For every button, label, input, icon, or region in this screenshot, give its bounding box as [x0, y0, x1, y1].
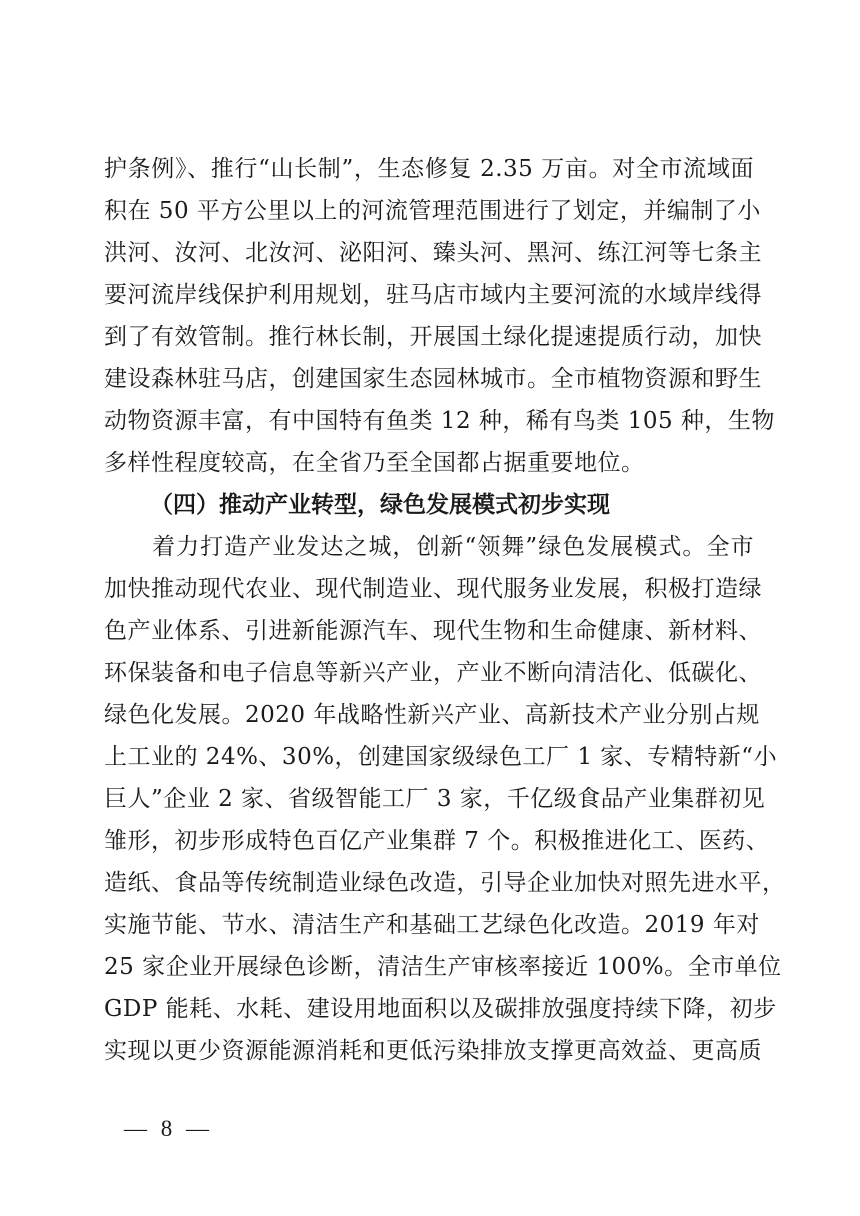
paragraph-line: 上工业的 24%、30%，创建国家级绿色工厂 1 家、专精特新“小 [104, 744, 778, 770]
paragraph-line: 环保装备和电子信息等新兴产业，产业不断向清洁化、低碳化、 [104, 660, 762, 686]
paragraph-line: GDP 能耗、水耗、建设用地面积以及碳排放强度持续下降，初步 [104, 996, 777, 1022]
paragraph-line: 25 家企业开展绿色诊断，清洁生产审核率接近 100%。全市单位 [104, 954, 782, 980]
paragraph-line: 动物资源丰富，有中国特有鱼类 12 种，稀有鸟类 105 种，生物 [104, 408, 775, 434]
document-body [104, 148, 786, 1072]
paragraph-line: 洪河、汝河、北汝河、泌阳河、臻头河、黑河、练江河等七条主 [104, 240, 762, 266]
paragraph-line: 造纸、食品等传统制造业绿色改造，引导企业加快对照先进水平， [104, 870, 786, 896]
paragraph-line: 雏形，初步形成特色百亿产业集群 7 个。积极推进化工、医药、 [104, 828, 770, 854]
section-heading: （四）推动产业转型，绿色发展模式初步实现 [150, 491, 610, 518]
paragraph-line: 要河流岸线保护利用规划，驻马店市域内主要河流的水域岸线得 [104, 282, 762, 308]
paragraph-line: 加快推动现代农业、现代制造业、现代服务业发展，积极打造绿 [104, 576, 762, 602]
paragraph-line: 实现以更少资源能源消耗和更低污染排放支撑更高效益、更高质 [104, 1038, 762, 1064]
paragraph-line: 多样性程度较高，在全省乃至全国都占据重要地位。 [104, 450, 645, 476]
paragraph-line: 色产业体系、引进新能源汽车、现代生物和生命健康、新材料、 [104, 618, 762, 644]
paragraph-line: 实施节能、节水、清洁生产和基础工艺绿色化改造。2019 年对 [104, 912, 760, 938]
page-number: — 8 — [124, 1116, 213, 1141]
paragraph-line: 巨人”企业 2 家、省级智能工厂 3 家，千亿级食品产业集群初见 [104, 786, 766, 812]
paragraph-line: 护条例》、推行“山长制”，生态修复 2.35 万亩。对全市流域面 [104, 156, 754, 182]
paragraph-line: 着力打造产业发达之城，创新“领舞”绿色发展模式。全市 [104, 534, 754, 560]
paragraph-line: 绿色化发展。2020 年战略性新兴产业、高新技术产业分别占规 [104, 702, 760, 728]
paragraph-line: 建设森林驻马店，创建国家生态园林城市。全市植物资源和野生 [104, 366, 762, 392]
paragraph-2 [104, 526, 786, 1072]
paragraph-line: 到了有效管制。推行林长制，开展国土绿化提速提质行动，加快 [104, 324, 762, 350]
paragraph-1 [104, 148, 775, 484]
paragraph-line: 积在 50 平方公里以上的河流管理范围进行了划定，并编制了小 [104, 198, 761, 224]
